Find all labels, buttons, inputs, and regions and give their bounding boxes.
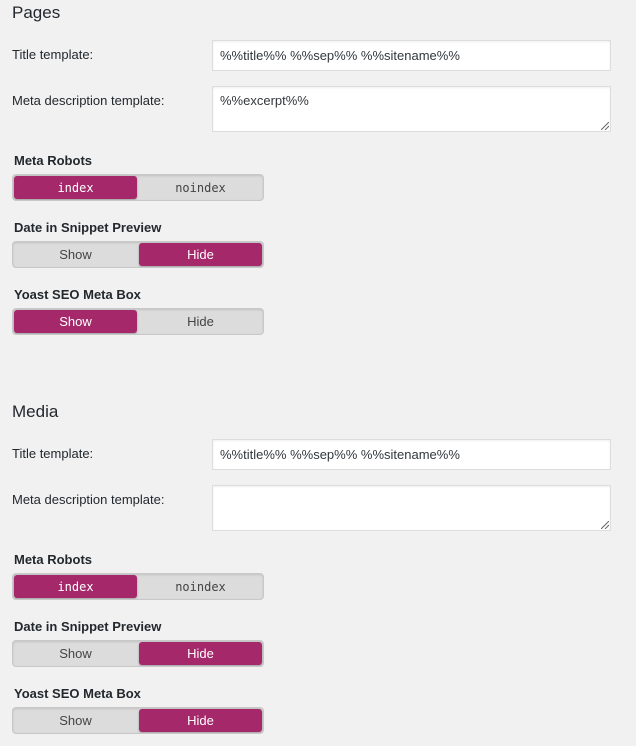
- meta-box-hide-option[interactable]: Hide: [139, 709, 262, 732]
- title-template-input[interactable]: [212, 40, 611, 71]
- meta-description-textarea[interactable]: [212, 485, 611, 531]
- date-snippet-label: Date in Snippet Preview: [14, 619, 162, 634]
- meta-robots-noindex-option[interactable]: noindex: [175, 180, 226, 195]
- section-title: Pages: [12, 3, 61, 22]
- date-snippet-show-option[interactable]: Show: [59, 646, 92, 661]
- meta-box-toggle: [12, 308, 264, 335]
- resize-grip-icon[interactable]: [601, 521, 609, 529]
- meta-robots-noindex-option[interactable]: noindex: [175, 579, 226, 594]
- date-snippet-toggle: [12, 640, 264, 667]
- title-template-input[interactable]: [212, 439, 611, 470]
- meta-robots-toggle: [12, 174, 264, 201]
- meta-robots-toggle: [12, 573, 264, 600]
- title-template-label: Title template:: [12, 446, 94, 461]
- meta-box-hide-option[interactable]: Hide: [187, 314, 214, 329]
- title-template-label: Title template:: [12, 47, 94, 62]
- meta-robots-label: Meta Robots: [14, 552, 92, 567]
- date-snippet-label: Date in Snippet Preview: [14, 220, 162, 235]
- date-snippet-toggle: [12, 241, 264, 268]
- meta-description-wrapper: [212, 485, 611, 531]
- meta-description-label: Meta description template:: [12, 492, 165, 507]
- date-snippet-hide-option[interactable]: Hide: [139, 243, 262, 266]
- meta-box-label: Yoast SEO Meta Box: [14, 287, 141, 302]
- section-title: Media: [12, 402, 59, 421]
- meta-description-wrapper: [212, 86, 611, 132]
- meta-box-toggle: [12, 707, 264, 734]
- date-snippet-hide-option[interactable]: Hide: [139, 642, 262, 665]
- meta-box-label: Yoast SEO Meta Box: [14, 686, 141, 701]
- meta-description-label: Meta description template:: [12, 93, 165, 108]
- meta-box-show-option[interactable]: Show: [14, 310, 137, 333]
- meta-robots-index-option[interactable]: index: [14, 575, 137, 598]
- meta-robots-label: Meta Robots: [14, 153, 92, 168]
- meta-robots-index-option[interactable]: index: [14, 176, 137, 199]
- meta-box-show-option[interactable]: Show: [59, 713, 92, 728]
- date-snippet-show-option[interactable]: Show: [59, 247, 92, 262]
- resize-grip-icon[interactable]: [601, 122, 609, 130]
- meta-description-textarea[interactable]: [212, 86, 611, 132]
